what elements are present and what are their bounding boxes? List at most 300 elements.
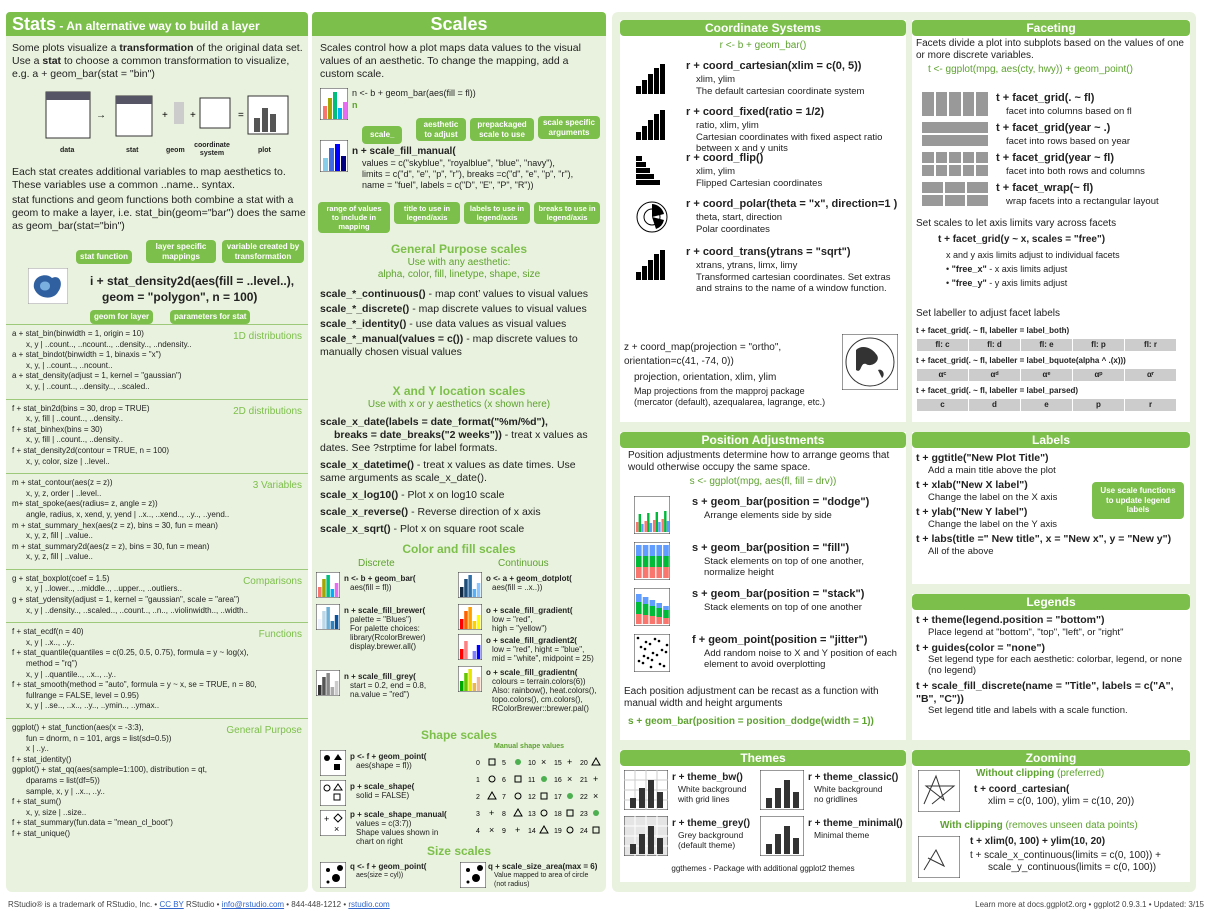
theme-desc: White background with grid lines	[678, 784, 747, 804]
stat-line: f + stat_ecdf(n = 40)	[12, 627, 84, 637]
labels-code: t + labs(title =" New title", x = "New x", y = "New y")	[916, 532, 1172, 545]
footer-left-3: • 844-448-1212 •	[284, 900, 349, 909]
svg-text:17: 17	[554, 794, 562, 801]
pos-item	[620, 586, 906, 632]
size-thumb-1	[320, 862, 346, 888]
svg-text:6: 6	[502, 777, 506, 784]
stat-group-label: Comparisons	[243, 575, 302, 587]
facet-labeller-intro: Set labeller to adjust facet labels	[916, 308, 1060, 319]
facet-strip-cell: αᶜ	[917, 369, 969, 382]
cf-thumb-c4	[458, 666, 482, 692]
chip-layer-mappings: layer specific mappings	[146, 240, 216, 263]
facet-cell	[967, 195, 988, 206]
stat-line: x, y, z, order | ..level..	[26, 488, 102, 498]
diagram-label-stat: stat	[126, 147, 139, 154]
gp-scales-title: General Purpose scales	[390, 242, 528, 256]
svg-text:13: 13	[528, 811, 536, 818]
facet-desc: facet into both rows and columns	[1006, 166, 1145, 177]
stat-line: sample, x, y | ..x.., ..y..	[26, 786, 105, 796]
stat-line: x, y | ..count.., ..ncount.., ..density.., ..ndensity..	[26, 339, 192, 349]
shape-line: p + scale_shape_manual(	[350, 810, 447, 819]
stat-line: x, y, | ..count.., ..ncount..	[26, 360, 113, 370]
facet-strip-table	[916, 368, 1177, 382]
theme-thumb	[624, 816, 668, 856]
svg-text:×: ×	[567, 774, 573, 784]
zoom-with-note: (removes unseen data points)	[1002, 820, 1138, 831]
stat-line: x, y, fill | ..count.., ..density..	[26, 414, 123, 424]
facet-strip-cell: p	[1073, 399, 1125, 412]
xy-scale-item	[320, 506, 604, 519]
facet-cell	[936, 92, 948, 116]
coord-code: r + coord_fixed(ratio = 1/2)	[686, 106, 825, 118]
footer-left	[8, 900, 390, 910]
stat-group	[6, 569, 308, 622]
chip-labels: labels to use in legend/axis	[464, 202, 530, 224]
stat-line: a + stat_density(adjust = 1, kernel = "gaussian")	[12, 371, 182, 381]
svg-text:23: 23	[580, 811, 588, 818]
cf-scales-title: Color and fill scales	[402, 542, 516, 556]
stat-line: m + stat_summary2d(aes(z = z), bins = 30, fun = mean)	[12, 541, 210, 551]
xy-scale-desc: - Plot x on log10 scale	[398, 489, 505, 501]
xy-scale-desc: - treat x values as date times. Use same arguments as scale_x_date().	[320, 459, 576, 484]
coord-thumb	[634, 108, 670, 142]
cf-line: RColorBrewer::brewer.pal()	[492, 704, 589, 713]
stat-line: x, y, color, size | ..level..	[26, 456, 110, 466]
gp-scale-fn: scale_*_manual(values = c())	[320, 333, 464, 345]
theme-code: r + theme_grey()	[672, 818, 751, 829]
legends-code: t + scale_fill_discrete(name = "Title", labels = c("A", "B", "C"))	[916, 680, 1174, 705]
scales-code-c: values = c("skyblue", "royalblue", "blue", "navy"),	[362, 158, 555, 168]
size-line: aes(size = cyl))	[356, 872, 404, 879]
xy-scale-item	[320, 416, 604, 455]
svg-text:×: ×	[334, 824, 340, 834]
facet-cell	[976, 152, 988, 163]
diagram-label-geom: geom	[166, 147, 185, 154]
coord-code: r + coord_flip()	[686, 152, 764, 164]
coord-item	[620, 246, 906, 316]
theme-code: r + theme_bw()	[672, 772, 743, 783]
coord-top-code: r <- b + geom_bar()	[719, 40, 807, 51]
stat-line: x, y, z, fill | ..value..	[26, 531, 93, 541]
cf-line: n + scale_fill_brewer(	[344, 606, 426, 615]
facet-intro: Facets divide a plot into subplots based on the values of one or more discrete variables.	[916, 38, 1184, 61]
size-scales-title: Size scales	[426, 844, 492, 858]
zoom-with	[940, 820, 1138, 832]
facet-scales-code: t + facet_grid(y ~ x, scales = "free")	[938, 234, 1106, 245]
stat-line: x, y | ..x.., ..y..	[26, 637, 75, 647]
cf-block	[344, 672, 454, 699]
stat-line: x, y | ..quantile.., ..x.., ..y..	[26, 669, 116, 679]
size-block	[350, 862, 470, 880]
coord-code: r + coord_cartesian(xlim = c(0, 5))	[686, 60, 862, 72]
gp-scale-item	[320, 303, 604, 316]
facet-strip-cell: fl: d	[969, 339, 1021, 352]
coord-header: Coordinate Systems	[620, 20, 906, 36]
chip-title: title to use in legend/axis	[394, 202, 460, 224]
facet-cell	[922, 182, 943, 193]
scales-intro: Scales control how a plot maps data values to the visual values of an aesthetic. To change the mapping, add a custom scale.	[320, 42, 581, 80]
svg-text:9: 9	[502, 828, 506, 835]
scales-code-a: n <- b + geom_bar(aes(fill = fl))	[352, 88, 476, 98]
xy-scale-fn2: breaks = date_breaks("2 weeks"))	[334, 429, 502, 441]
diagram-label-data: data	[60, 147, 75, 154]
stat-line: m + stat_summary_hex(aes(z = z), bins = 30, fun = mean)	[12, 520, 218, 530]
gp-scales-list	[320, 288, 604, 361]
zoom-without	[976, 768, 1104, 780]
stat-line: f + stat_identity()	[12, 754, 72, 764]
labels-desc: Change the label on the X axis	[928, 491, 1058, 503]
facet-strip-cell: αʳ	[1125, 369, 1177, 382]
cf-line: o + scale_fill_gradientn(	[486, 668, 578, 677]
stat-line: f + stat_bin2d(bins = 30, drop = TRUE)	[12, 403, 150, 413]
stat-group	[6, 324, 308, 399]
facet-strip-cell: αᵖ	[1073, 369, 1125, 382]
gp-scales-sub2: alpha, color, fill, linetype, shape, size	[377, 269, 541, 280]
pos-thumb	[634, 588, 670, 626]
zoom-with-label: With clipping	[940, 820, 1003, 831]
stat-line: f + stat_unique()	[12, 828, 71, 838]
zoom-code-3b: scale_y_continuous(limits = c(0, 100))	[988, 862, 1157, 873]
legends-code: t + theme(legend.position = "bottom")	[916, 614, 1105, 626]
stat-group	[6, 399, 308, 474]
gp-scale-desc: - map discrete values to manually chosen visual values	[320, 333, 578, 358]
footer-site-link[interactable]: rstudio.com	[348, 900, 390, 909]
shape-scales-area	[316, 750, 606, 850]
cf-line: Also: rainbow(), heat.colors(),	[492, 686, 597, 695]
scales-code-n: n	[352, 100, 358, 110]
stats-intro-5: to choose a common transformation to visualize, e.g. a + geom_bar(stat = "bin")	[12, 55, 290, 80]
xy-scale-fn: scale_x_date(labels = date_format("%m/%d"),	[320, 416, 548, 428]
labels-item	[916, 533, 1190, 557]
cf-line: aes(fill = fl))	[350, 583, 392, 592]
facet-cell	[963, 165, 975, 176]
stat-line: f + stat_binhex(bins = 30)	[12, 424, 103, 434]
labels-section	[912, 432, 1190, 584]
legends-header: Legends	[912, 594, 1190, 610]
facet-strip-table	[916, 398, 1177, 412]
pos-code: f + geom_point(position = "jitter")	[692, 634, 868, 646]
stat-line: x, y, | ..count.., ..density.., ..scaled..	[26, 381, 150, 391]
cf-thumb-c1	[458, 572, 482, 598]
coord-list	[620, 60, 906, 316]
footer-email-link[interactable]: info@rstudio.com	[221, 900, 285, 909]
facet-strip-cell: αᵈ	[969, 369, 1021, 382]
legends-section	[912, 594, 1190, 740]
facet-cell	[922, 152, 934, 163]
stats-header	[6, 12, 308, 36]
labels-chip: Use scale functions to update legend labels	[1092, 482, 1184, 519]
facet-item	[912, 150, 1190, 180]
cf-thumb-d2	[316, 604, 340, 630]
cf-block	[486, 606, 606, 633]
pos-item	[620, 540, 906, 586]
coord-args: xtrans, ytrans, limx, limy	[696, 260, 798, 271]
svg-text:5: 5	[502, 760, 506, 767]
chip-prepackaged: prepackaged scale to use	[470, 118, 534, 141]
svg-text:22: 22	[580, 794, 588, 801]
stats-intro-4: stat	[42, 55, 62, 67]
theme-thumb	[624, 770, 668, 810]
labels-code: t + ggtitle("New Plot Title")	[916, 452, 1049, 464]
coord-map-code-1	[624, 342, 781, 354]
legends-desc: Set legend title and labels with a scale function.	[928, 705, 1128, 717]
stat-group	[6, 622, 308, 718]
stat-line: f + stat_density2d(contour = TRUE, n = 100)	[12, 445, 170, 455]
pos-intro: Position adjustments determine how to arrange geoms that would otherwise occupy the same space.	[628, 450, 890, 473]
gp-scale-fn: scale_*_discrete()	[320, 303, 410, 315]
stat-group-label: 3 Variables	[252, 480, 302, 492]
coord-item	[620, 198, 906, 246]
svg-text:×: ×	[593, 791, 599, 801]
gp-scale-fn: scale_*_continuous()	[320, 288, 426, 300]
gp-scale-item	[320, 318, 604, 331]
legends-item	[916, 642, 1190, 677]
cf-discrete-label: Discrete	[358, 558, 395, 569]
coord-item	[620, 60, 906, 106]
zoom-code-2: t + xlim(0, 100) + ylim(10, 20)	[970, 836, 1106, 847]
shape-thumb-1	[320, 750, 346, 776]
facet-lab3-strips	[916, 398, 1177, 412]
svg-text:12: 12	[528, 794, 536, 801]
theme-desc: White background no gridlines	[814, 784, 883, 804]
svg-text:×: ×	[489, 825, 495, 835]
shape-line: solid = FALSE)	[356, 791, 410, 800]
svg-text:1: 1	[476, 777, 480, 784]
zoom-thumb-1	[918, 770, 960, 812]
cf-line: o + scale_fill_gradient2(	[486, 636, 577, 645]
theme-desc: Grey background (default theme)	[678, 830, 744, 850]
svg-text:21: 21	[580, 777, 588, 784]
facet-lab2: t + facet_grid(. ~ fl, labeller = label_bquote(alpha ^ .(x)))	[916, 356, 1126, 365]
cf-block	[486, 668, 606, 713]
facet-code: t + facet_grid(year ~ .)	[996, 122, 1111, 134]
labels-code: t + ylab("New Y label")	[916, 505, 1028, 518]
svg-text:+: +	[515, 825, 521, 835]
pos-outro: Each position adjustment can be recast as a function with manual width and height arguments	[624, 686, 879, 709]
pos-thumb	[634, 496, 670, 534]
stats-code-1: i + stat_density2d(aes(fill = ..level..),	[90, 274, 295, 288]
xy-scale-item	[320, 489, 604, 502]
xy-scale-fn: scale_x_log10()	[320, 489, 399, 501]
stat-line: m+ stat_spoke(aes(radius= z, angle = z))	[12, 499, 158, 509]
chip-variable-created: variable created by transformation	[222, 240, 304, 263]
stats-intro-2: transformation	[119, 42, 194, 54]
stat-line: x, y | ..density.., ..scaled.., ..count.., ..n.., ..violinwidth.., ..width..	[26, 605, 249, 615]
stat-group-label: Functions	[258, 629, 302, 641]
facet-lab3: t + facet_grid(. ~ fl, labeller = label_parsed)	[916, 386, 1079, 395]
facet-cell	[967, 182, 988, 193]
facet-strip-cell: fl: e	[1021, 339, 1073, 352]
size-scales-area	[316, 860, 606, 892]
facet-item	[912, 120, 1190, 150]
themes-section	[620, 750, 906, 882]
svg-text:+: +	[489, 808, 495, 818]
chip-range: range of values to include in mapping	[318, 202, 390, 233]
svg-text:14: 14	[528, 828, 536, 835]
facet-cell	[922, 122, 988, 133]
cf-line: o <- a + geom_dotplot(	[486, 574, 572, 583]
pos-code: s + geom_bar(position = "stack")	[692, 588, 865, 600]
facet-grid-thumb	[922, 122, 988, 146]
xy-scale-fn: scale_x_datetime()	[320, 459, 414, 471]
size-line: q <- f + geom_point(	[350, 862, 427, 871]
pos-desc: Add random noise to X and Y position of each element to avoid overplotting	[704, 648, 897, 670]
chip-aesthetic: aesthetic to adjust	[416, 118, 466, 141]
cf-line: library(RcolorBrewer)	[350, 633, 426, 642]
coord-map-code-2: orientation=c(41, -74, 0))	[624, 356, 734, 367]
coord-args: ratio, xlim, ylim	[696, 120, 759, 131]
shape-line: p + scale_shape(	[350, 782, 415, 791]
stat-group-label: 2D distributions	[233, 405, 302, 417]
stat-line: x, y | ..lower.., ..middle.., ..upper.., ..outliers..	[26, 584, 182, 594]
facet-strip-table	[916, 338, 1177, 352]
cf-line: low = "red", hight = "blue",	[492, 645, 585, 654]
stat-line: ggplot() + stat_function(aes(x = -3:3),	[12, 723, 144, 732]
stat-line: f + stat_quantile(quantiles = c(0.25, 0.5, 0.75), formula = y ~ log(x),	[12, 648, 249, 658]
coord-desc: The default cartesian coordinate system	[696, 86, 865, 97]
legends-code: t + guides(color = "none")	[916, 641, 1045, 654]
stat-line: m + stat_contour(aes(z = z))	[12, 478, 113, 488]
stat-line: angle, radius, x, xend, y, yend | ..x.., ..xend.., ..y.., ..yend..	[26, 509, 230, 519]
size-line: Value mapped to area of circle	[494, 872, 589, 879]
gp-scale-desc: - map cont’ values to visual values	[425, 288, 589, 300]
svg-text:+: +	[324, 814, 330, 824]
shape-thumb-2	[320, 780, 346, 806]
pos-top-code: s <- ggplot(mpg, aes(fl, fill = drv))	[689, 476, 837, 487]
svg-text:11: 11	[528, 777, 536, 784]
xy-scale-item	[320, 523, 604, 536]
facet-strip-cell: fl: p	[1073, 339, 1125, 352]
facet-cell	[922, 195, 943, 206]
facet-free-x: • "free_x" - x axis limits adjust	[946, 264, 1068, 274]
stats-subtitle: - An alternative way to build a layer	[56, 19, 260, 33]
legends-list	[916, 614, 1190, 720]
cf-line: topo.colors(), cm.colors(),	[492, 695, 583, 704]
facet-cell	[949, 165, 961, 176]
legends-desc: Set legend type for each aesthetic: colorbar, legend, or none (no legend)	[928, 654, 1183, 677]
shape-line: Shape values shown in	[356, 828, 439, 837]
footer-cc-link[interactable]: CC BY	[159, 900, 184, 909]
stat-line: fun = dnorm, n = 101, args = list(sd=0.5))	[26, 733, 172, 743]
coord-item	[620, 106, 906, 152]
stat-line: g + stat_boxplot(coef = 1.5)	[12, 573, 110, 583]
cf-line: na.value = "red")	[350, 690, 410, 699]
diagram-label-plot: plot	[258, 147, 271, 154]
stat-line: x, y, size | ..size..	[26, 807, 87, 817]
svg-text:+: +	[162, 110, 168, 121]
diagram-label-coord: coordinate system	[194, 142, 230, 157]
stat-groups	[6, 324, 308, 846]
theme-code: r + theme_minimal()	[808, 818, 903, 829]
facet-header: Faceting	[912, 20, 1190, 36]
theme-thumb	[760, 816, 804, 856]
cf-continuous-label: Continuous	[498, 558, 549, 569]
stats-panel	[6, 12, 308, 892]
cf-thumb-c3	[458, 634, 482, 660]
facet-code: t + facet_grid(year ~ fl)	[996, 152, 1114, 164]
coord-map-code-1-text: z + coord_map(projection = "ortho",	[624, 342, 782, 353]
facet-free-y-desc: - y axis limits adjust	[986, 278, 1068, 288]
cf-thumb-c2	[458, 604, 482, 630]
theme-thumb	[760, 770, 804, 810]
facet-strip-cell: c	[917, 399, 969, 412]
svg-text:+: +	[567, 757, 573, 767]
coord-desc: Flipped Cartesian coordinates	[696, 178, 823, 189]
stats-intro-3: of the original data set. Use a	[12, 42, 303, 67]
xy-scale-desc: - treat x values as dates. See ?strptime for label formats.	[320, 429, 588, 454]
svg-text:2: 2	[476, 794, 480, 801]
coord-desc: Polar coordinates	[696, 224, 770, 235]
scales-thumb-1	[320, 88, 348, 120]
themes-footer	[620, 864, 906, 874]
pos-section	[620, 432, 906, 740]
svg-text:15: 15	[554, 760, 562, 767]
svg-text:3: 3	[476, 811, 480, 818]
xy-scale-desc: - Reverse direction of x axis	[408, 506, 541, 518]
cf-line: mid = "white", midpoint = 25)	[492, 654, 594, 663]
stat-line: f + stat_summary(fun.data = "mean_cl_boot")	[12, 818, 173, 828]
shape-block	[350, 810, 470, 846]
pos-list	[620, 494, 906, 678]
stats-code-2: geom = "polygon", n = 100)	[102, 290, 258, 304]
svg-text:16: 16	[554, 777, 562, 784]
facet-lab1: t + facet_grid(. ~ fl, labeller = label_both)	[916, 326, 1070, 335]
facet-free-y: • "free_y" - y axis limits adjust	[946, 278, 1068, 288]
pos-item	[620, 632, 906, 678]
facet-code: t + facet_wrap(~ fl)	[996, 182, 1094, 194]
stats-title: Stats	[12, 14, 57, 34]
shape-scales-title: Shape scales	[420, 728, 498, 742]
chip-scale: scale_	[362, 126, 402, 144]
globe-icon	[842, 334, 898, 390]
labels-item	[916, 452, 1190, 476]
shape-line: values = c(3:7))	[356, 819, 412, 828]
pos-desc: Stack elements on top of one another	[704, 602, 862, 613]
shape-line: aes(shape = fl))	[356, 761, 412, 770]
cf-line: display.brewer.all()	[350, 642, 417, 651]
zoom-code-3-text: t + scale_x_continuous(limits = c(0, 100)) +	[970, 850, 1161, 861]
facet-strip-cell: d	[969, 399, 1021, 412]
gp-scales-sub1: Use with any aesthetic:	[407, 257, 511, 268]
facet-free-y-code: "free_y"	[951, 278, 987, 288]
svg-text:→: →	[96, 110, 106, 121]
pos-code: s + geom_bar(position = "fill")	[692, 542, 850, 554]
facet-list	[912, 90, 1190, 210]
coord-section	[620, 20, 906, 422]
xy-scale-item	[320, 459, 604, 485]
gp-scale-fn: scale_*_identity()	[320, 318, 407, 330]
zoom-header: Zooming	[912, 750, 1190, 766]
cf-line: low = "red",	[492, 615, 533, 624]
facet-free-x-code: "free_x"	[951, 264, 987, 274]
manual-shape-grid	[474, 754, 602, 842]
footer-left-2: RStudio •	[183, 900, 222, 909]
coord-desc: Cartesian coordinates with fixed aspect ratio between x and y units	[696, 132, 883, 154]
pos-thumb	[634, 542, 670, 580]
cf-block	[344, 606, 454, 651]
svg-text:4: 4	[476, 828, 480, 835]
shape-line: chart on right	[356, 837, 403, 846]
stat-line: x, y | ..se.., ..x.., ..y.., ..ymin.., ..ymax..	[26, 701, 160, 711]
zoom-thumb-2	[918, 836, 960, 878]
coord-args: theta, start, direction	[696, 212, 783, 223]
facet-free-x-desc: - x axis limits adjust	[986, 264, 1068, 274]
cf-line: palette = "Blues")	[350, 615, 412, 624]
facet-scales-desc: x and y axis limits adjust to individual facets	[946, 250, 1120, 260]
shape-block	[350, 782, 470, 800]
stat-line: g + stat_ydensity(adjust = 1, kernel = "gaussian", scale = "area")	[12, 595, 240, 605]
cf-scales-area	[316, 572, 606, 722]
